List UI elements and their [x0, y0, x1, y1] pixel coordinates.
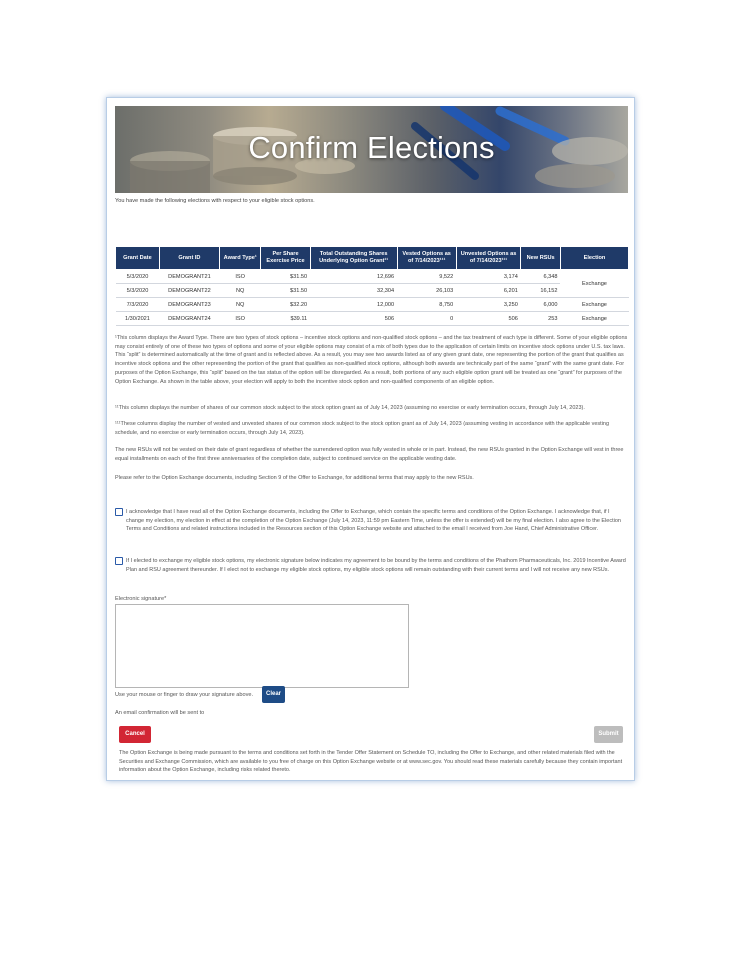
header-grant-date: Grant Date	[116, 247, 160, 270]
header-total-shares: Total Outstanding Shares Underlying Option Grant¹¹	[310, 247, 397, 270]
cell-exercise-price: $31.50	[261, 284, 310, 298]
footnote-vested-unvested: ¹¹¹These columns display the number of vested and unvested shares of our common stock subject to the stock option grant as of July 14, 2023 (assuming vesting in accordance with the applicable vesting schedule, and no exercise or early termination occurs, through July 14, 2023).	[115, 421, 610, 436]
cancel-button[interactable]: Cancel	[119, 726, 151, 743]
cell-exercise-price: $32.20	[261, 298, 310, 312]
cell-new-rsus: 6,000	[521, 298, 561, 312]
note-refer: Please refer to the Option Exchange documents, including Section 9 of the Offer to Exchange, for additional terms that may apply to the new RSUs.	[115, 475, 474, 481]
header-award-type: Award Type¹	[219, 247, 260, 270]
cell-grant-date: 5/3/2020	[116, 270, 160, 284]
cell-award-type: ISO	[219, 270, 260, 284]
cell-unvested: 3,250	[456, 298, 521, 312]
cell-grant-date: 7/3/2020	[116, 298, 160, 312]
cell-grant-id: DEMOGRANT22	[159, 284, 219, 298]
cell-exercise-price: $31.50	[261, 270, 310, 284]
cell-total-shares: 12,696	[310, 270, 397, 284]
page-title: Confirm Elections	[248, 130, 495, 165]
table-row	[116, 284, 629, 298]
cell-new-rsus: 6,348	[521, 270, 561, 284]
cell-grant-id: DEMOGRANT21	[159, 270, 219, 284]
header-vested: Vested Options as of 7/14/2023¹¹¹	[397, 247, 456, 270]
cell-award-type: ISO	[219, 312, 260, 326]
header-new-rsus: New RSUs	[521, 247, 561, 270]
cell-grant-date: 5/3/2020	[116, 284, 160, 298]
footnote-award-type: ¹This column displays the Award Type. There are two types of stock options – incentive stock options and non-qualified stock options – and the tax treatment of each type is different. Some of your eligible options may consist entirely of one of these two types of options and some of your eligible options may consist of a mix of both types due to the application of certain limits on incentive stock options under U.S. tax laws. This “split” is determined automatically at the time of grant and is reflected above. As a result, you may see two awards listed as of any given grant date, one representing the portion of the grant that qualifies as incentive stock options and the other representing the portion of the grant that qualifies as non-qualified stock options, although both awards are technically part of the same “grant” with the same grant date. For purposes of the Option Exchange, this “split” based on the tax status of the option will be disregarded. As a result, both portions of any such eligible option grant will be treated as one “grant” for purposes of the Option Exchange. As shown in the table above, your election will apply to both the incentive stock option and non-qualified components of an eligible option.	[115, 335, 628, 385]
header-election: Election	[560, 247, 628, 270]
cell-grant-id: DEMOGRANT23	[159, 298, 219, 312]
table-row	[116, 298, 629, 312]
note-new-rsus: The new RSUs will not be vested on their date of grant regardless of whether the surrendered option was fully vested in whole or in part. Instead, the new RSUs granted in the Option Exchange will vest in three equal installments on each of the first three anniversaries of the completion date, subject to continued service on the applicable vesting date.	[115, 447, 624, 462]
intro-text: You have made the following elections with respect to your eligible stock options.	[115, 198, 315, 204]
cell-election[interactable]: Exchange	[560, 298, 628, 312]
header-exercise-price: Per Share Exercise Price	[261, 247, 310, 270]
submit-button[interactable]: Submit	[594, 726, 623, 743]
cell-grant-id: DEMOGRANT24	[159, 312, 219, 326]
signature-help-text: Use your mouse or finger to draw your signature above.	[115, 692, 254, 698]
header-unvested: Unvested Options as of 7/14/2023¹¹¹	[456, 247, 521, 270]
cell-new-rsus: 16,152	[521, 284, 561, 298]
acknowledgement-2	[115, 557, 629, 574]
signature-pad[interactable]	[115, 604, 409, 688]
cell-unvested: 506	[456, 312, 521, 326]
cell-exercise-price: $39.11	[261, 312, 310, 326]
grants-table	[115, 246, 629, 326]
cell-total-shares: 506	[310, 312, 397, 326]
cell-election[interactable]: Exchange	[560, 270, 628, 298]
legal-footer: The Option Exchange is being made pursuant to the terms and conditions set forth in the Tender Offer Statement on Schedule TO, including the Offer to Exchange, and other related materials filed with the Securities and Exchange Commission, which are available to you free of charge on this Option Exchange website or at www.sec.gov. You should read these materials carefully because they contain important information about the Option Exchange, including risks related thereto.	[119, 750, 623, 774]
cell-total-shares: 32,304	[310, 284, 397, 298]
cell-vested: 0	[397, 312, 456, 326]
cell-new-rsus: 253	[521, 312, 561, 326]
cell-total-shares: 12,000	[310, 298, 397, 312]
banner	[115, 106, 628, 193]
table-row	[116, 270, 629, 284]
acknowledgement-text-1: I acknowledge that I have read all of the Option Exchange documents, including the Offer to Exchange, which contain the specific terms and conditions of the Option Exchange. I acknowledge that, if I change my election, my election in effect at the completion of the Option Exchange (July 14, 2023, 11:59 pm Eastern Time, unless the offer is extended) will be my final election. I also agree to the Election Terms and Conditions and related instructions included in the Resources section of this Option Exchange website and attached to the email I received from Joe Hand, Chief Administrative Officer.	[126, 509, 621, 533]
acknowledgement-checkbox-1[interactable]	[115, 508, 123, 516]
cell-grant-date: 1/30/2021	[116, 312, 160, 326]
signature-label: Electronic signature*	[115, 596, 167, 602]
email-confirmation-note: An email confirmation will be sent to	[115, 710, 205, 716]
clear-signature-button[interactable]: Clear	[262, 686, 285, 703]
cell-vested: 8,750	[397, 298, 456, 312]
acknowledgement-checkbox-2[interactable]	[115, 557, 123, 565]
cell-vested: 26,103	[397, 284, 456, 298]
header-grant-id: Grant ID	[159, 247, 219, 270]
acknowledgement-1	[115, 508, 629, 534]
acknowledgement-text-2: If I elected to exchange my eligible stock options, my electronic signature below indicates my agreement to be bound by the terms and conditions of the Phathom Pharmaceuticals, Inc. 2019 Incentive Award Plan and RSU agreement thereunder. If I elect not to exchange my eligible stock options, my eligible stock options will remain outstanding with their current terms and I will not receive any new RSUs.	[126, 558, 626, 573]
footnote-total-shares: ¹¹This column displays the number of shares of our common stock subject to the stock option grant as of July 14, 2023 (assuming no exercise or early termination occurs, through July 14, 2023).	[115, 405, 585, 411]
cell-unvested: 3,174	[456, 270, 521, 284]
cell-award-type: NQ	[219, 298, 260, 312]
table-row	[116, 312, 629, 326]
cell-election[interactable]: Exchange	[560, 312, 628, 326]
election-card	[106, 97, 635, 781]
cell-vested: 9,522	[397, 270, 456, 284]
cell-award-type: NQ	[219, 284, 260, 298]
cell-unvested: 6,201	[456, 284, 521, 298]
